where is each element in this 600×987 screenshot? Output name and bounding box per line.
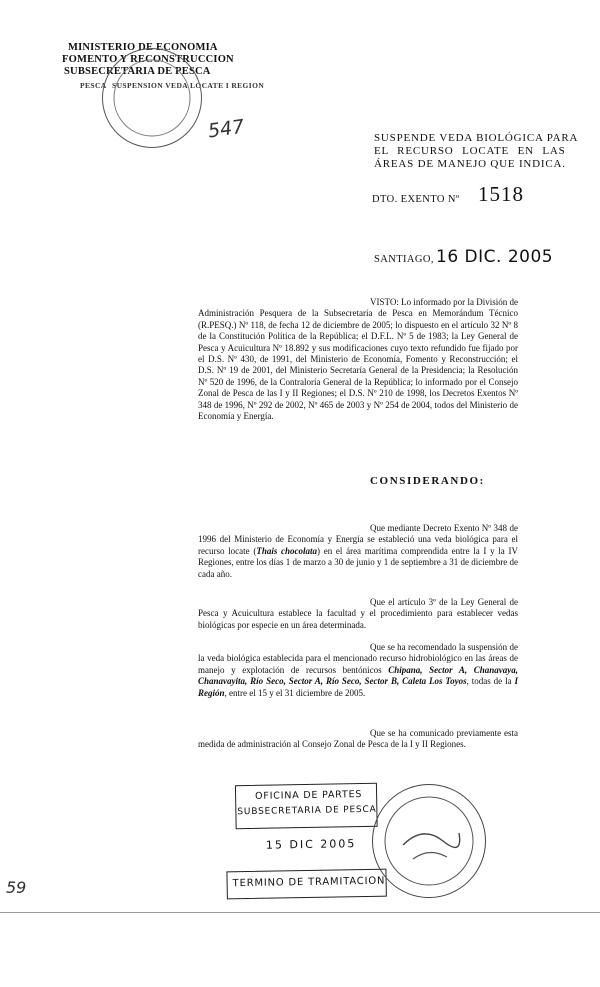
decree-title-line-2: EL RECURSO LOCATE EN LAS [374,145,566,157]
handwritten-annotation: 547 [206,115,246,143]
stamp-footer: TERMINO DE TRAMITACION [232,875,386,890]
contraloria-seal [372,784,486,898]
header-department: PESCA [80,81,107,90]
ministry-seal [102,48,202,148]
species-name: Thais chocolata [256,545,318,556]
ministry-name: MINISTERIO DE ECONOMIA [68,42,218,53]
office-stamp [225,783,389,912]
subsecretaria-name: SUBSECRETARIA DE PESCA [64,66,211,77]
decree-label: DTO. EXENTO Nº [372,194,460,205]
stamp-date: 15 DIC 2005 [265,837,357,852]
decree-title-line-3: ÁREAS DE MANEJO QUE INDICA. [374,158,566,170]
stamp-subsecretaria: SUBSECRETARIA DE PESCA [237,804,377,818]
considerando-heading: CONSIDERANDO: [370,475,485,487]
region-name: I Región [198,676,518,698]
visto-paragraph [198,297,518,422]
decree-title-line-1: SUSPENDE VEDA BIOLÓGICA PARA [374,132,579,144]
header-subject-ref: SUSPENSION VEDA LOCATE I REGION [112,81,265,90]
management-areas: Chipana, Sector A, Chanavaya, Chanavayita, Río Seco, Sector A, Río Seco, Sector B, Caleta Los Toyos [198,664,519,687]
para1-text-b: ) en el área marítima comprendida entre la I y la IV Regiones, entre los días 1 de marzo a 30 de junio y 1 de septiembre a 31 de diciembre de cada año. [198,545,518,579]
para3-text-c: , entre el 15 y el 31 diciembre de 2005. [224,687,366,698]
considerando-paragraph-1 [198,523,518,580]
para3-text-a: Que se ha recomendado la suspensión de la veda biológica establecida para el mencionado recurso hidrobiológico en las áreas de manejo y explotación de recursos bentónicos [198,642,518,675]
considerando-paragraph-3 [198,642,518,699]
handwritten-page-mark: 59 [6,878,27,897]
considerando-paragraph-2: Que el artículo 3º de la Ley General de Pesca y Acuicultura establece la facultad y el procedimiento para establecer vedas biológicas por especie en un área determinada. [198,597,518,630]
para3-text-b: , todas de la [466,676,515,687]
ministry-subname: FOMENTO Y RECONSTRUCCION [62,54,234,65]
para1-text-a: Que mediante Decreto Exento Nº 348 de 1996 del Ministerio de Economía y Energía se estableció una veda biológica para el recurso locate ( [198,523,518,556]
date-city: SANTIAGO, [374,254,434,265]
page-bottom-edge [0,912,600,913]
visto-lead: VISTO: [370,297,399,307]
stamp-office: OFICINA DE PARTES [255,789,363,802]
decree-number: 1518 [478,182,524,206]
decree-date: 16 DIC. 2005 [436,247,554,267]
considerando-paragraph-4: Que se ha comunicado previamente esta medida de administración al Consejo Zonal de Pesca de la I y II Regiones. [198,728,518,750]
visto-text: Lo informado por la División de Administración Pesquera de la Subsecretaría de Pesca en Memorándum Técnico (R.PESQ.) Nº 118, de fecha 12 de diciembre de 2005; lo dispuesto en el artículo 32 Nº 8 de la Constitución Política de la República; el D.F.L. Nº 5 de 1983; la Ley General de Pesca y Acuicultura Nº 18.892 y sus modificaciones cuyo texto refundido fue fijado por el D.S. Nº 430, de 1991, del Ministerio de Economía, Fomento y Reconstrucción; el D.S. Nº 19 de 2001, del Ministerio Secretaría General de la Presidencia; la Resolución Nº 520 de 1996, de la Contraloría General de la República; lo informado por el Consejo Zonal de Pesca de las I y II Regiones; el D.S. Nº 210 de 1998, los Decretos Exentos Nº 348 de 1996, Nº 292 de 2002, Nº 465 de 2003 y Nº 254 de 2004, todos del Ministerio de Economía y Energía. [198,297,518,422]
